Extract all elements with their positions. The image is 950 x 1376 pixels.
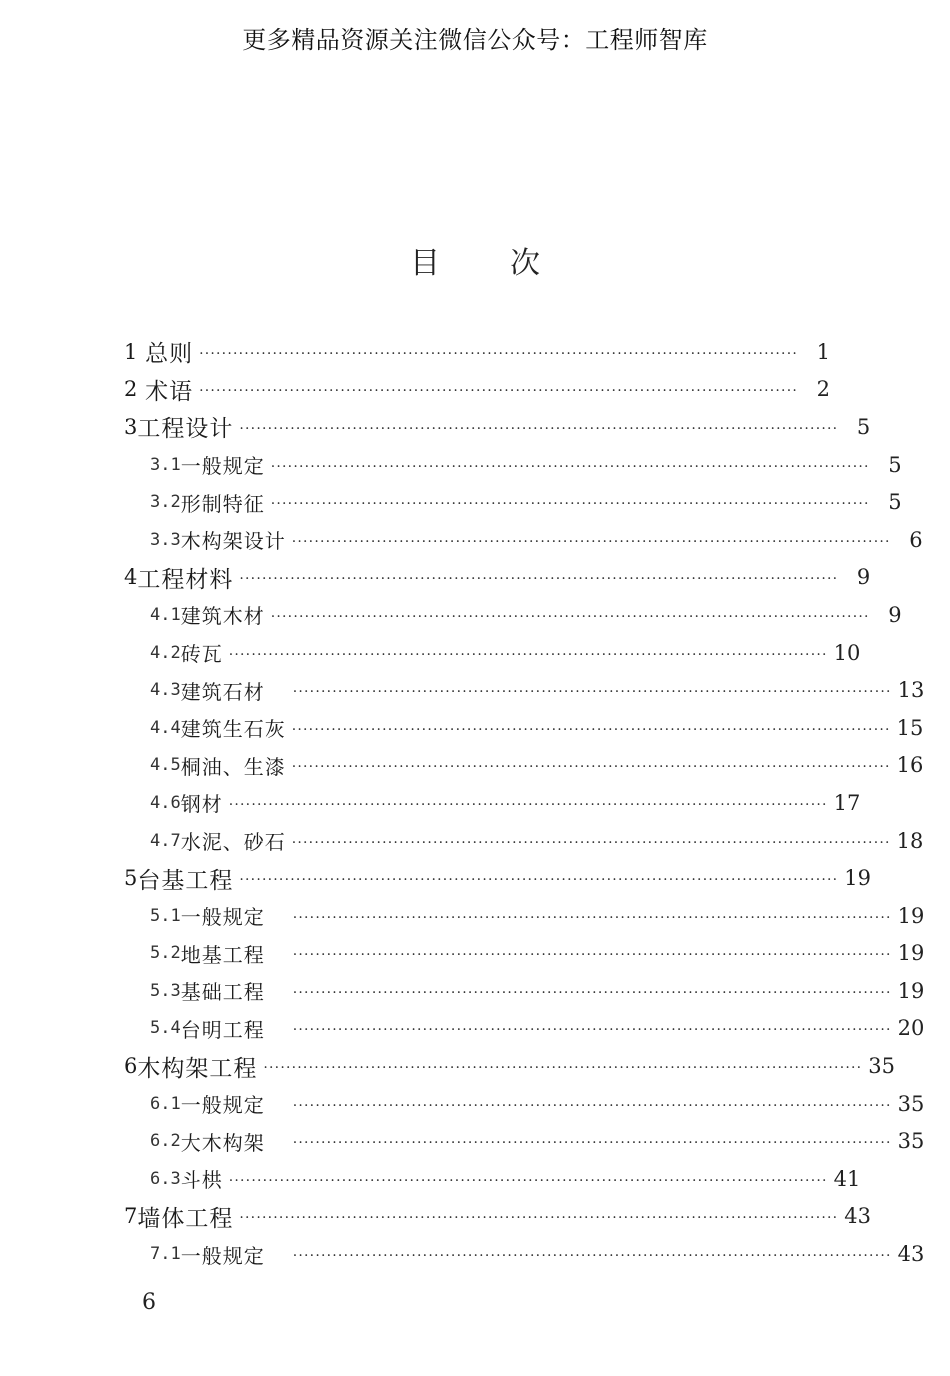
toc-section-entry[interactable] xyxy=(120,897,925,935)
toc-entry-page: 10 xyxy=(833,640,861,665)
toc-entry-page: 6 xyxy=(909,527,923,552)
toc-entry-number: 4.6 xyxy=(150,792,181,813)
toc-section-entry[interactable] xyxy=(120,671,925,709)
toc-chapter-entry[interactable] xyxy=(120,859,872,897)
toc-dot-leader: ·········································································································· xyxy=(292,1097,892,1114)
toc-entry-number: 4.7 xyxy=(150,830,181,851)
toc-dot-leader: ·········································································································· xyxy=(239,420,839,437)
toc-dot-leader: ·········································································································· xyxy=(292,684,892,701)
toc-entry-page: 18 xyxy=(896,828,924,853)
toc-dot-leader: ·········································································································· xyxy=(291,759,891,776)
toc-entry-title: 一般规定 xyxy=(180,1093,265,1118)
toc-entry-number: 1 xyxy=(124,339,138,364)
toc-entry-title: 建筑石材 xyxy=(180,679,265,704)
toc-dot-leader: ·········································································································· xyxy=(239,872,839,889)
toc-entry-title: 总则 xyxy=(145,341,194,368)
toc-section-entry[interactable] xyxy=(120,634,861,672)
toc-entry-number: 5 xyxy=(124,866,138,891)
toc-dot-leader: ·········································································································· xyxy=(228,646,828,663)
toc-entry-page: 43 xyxy=(897,1242,925,1267)
toc-entry-page: 9 xyxy=(856,565,871,590)
toc-entry-number: 5.4 xyxy=(150,1018,181,1039)
toc-entry-title: 钢材 xyxy=(180,792,223,817)
toc-dot-leader: ·········································································································· xyxy=(199,383,798,400)
toc-entry-page: 5 xyxy=(856,414,871,439)
page-header: 更多精品资源关注微信公众号：工程师智库 xyxy=(242,26,708,54)
toc-entry-page: 19 xyxy=(897,941,925,966)
toc-entry-page: 35 xyxy=(897,1091,925,1116)
toc-dot-leader: ·········································································································· xyxy=(239,1210,839,1227)
toc-entry-title: 大木构架 xyxy=(180,1130,265,1155)
toc-chapter-entry[interactable] xyxy=(120,1198,872,1236)
toc-entry-number: 6.3 xyxy=(150,1168,181,1189)
toc-chapter-entry[interactable] xyxy=(120,1047,896,1085)
toc-entry-title: 一般规定 xyxy=(180,905,265,930)
toc-entry-page: 35 xyxy=(897,1129,925,1154)
toc-entry-title: 墙体工程 xyxy=(137,1205,234,1232)
toc-dot-leader: ·········································································································· xyxy=(270,608,870,625)
page-title: 目次 xyxy=(410,246,610,281)
toc-section-entry[interactable] xyxy=(120,1010,925,1048)
toc-entry-number: 6.2 xyxy=(150,1131,181,1152)
toc-dot-leader: ·········································································································· xyxy=(263,1060,863,1077)
toc-section-entry[interactable] xyxy=(120,972,925,1010)
toc-dot-leader: ·········································································································· xyxy=(239,571,839,588)
toc-entry-page: 1 xyxy=(816,339,830,364)
toc-section-entry[interactable] xyxy=(120,446,902,484)
toc-section-entry[interactable] xyxy=(120,1122,925,1160)
toc-entry-title: 台明工程 xyxy=(180,1017,265,1042)
toc-entry-number: 6.1 xyxy=(150,1093,181,1114)
toc-entry-number: 4.5 xyxy=(150,755,181,776)
toc-dot-leader: ·········································································································· xyxy=(292,1248,892,1265)
toc-chapter-entry[interactable] xyxy=(120,371,830,409)
table-of-contents xyxy=(120,333,925,1273)
toc-dot-leader: ·········································································································· xyxy=(199,345,798,362)
toc-entry-number: 4.1 xyxy=(150,604,181,625)
toc-entry-title: 水泥、砂石 xyxy=(180,830,286,855)
toc-entry-title: 工程设计 xyxy=(137,416,234,443)
toc-section-entry[interactable] xyxy=(120,596,902,634)
toc-dot-leader: ·········································································································· xyxy=(291,834,891,851)
toc-entry-page: 17 xyxy=(833,790,861,815)
toc-entry-title: 砖瓦 xyxy=(180,642,223,667)
toc-entry-page: 5 xyxy=(888,452,902,477)
toc-entry-number: 4.4 xyxy=(150,717,181,738)
toc-entry-number: 5.2 xyxy=(150,943,181,964)
toc-dot-leader: ·········································································································· xyxy=(228,796,828,813)
toc-section-entry[interactable] xyxy=(120,935,925,973)
toc-entry-title: 地基工程 xyxy=(180,942,265,967)
toc-entry-number: 4.2 xyxy=(150,642,181,663)
toc-entry-title: 一般规定 xyxy=(180,1243,265,1268)
toc-entry-title: 桐油、生漆 xyxy=(180,754,286,779)
toc-chapter-entry[interactable] xyxy=(120,559,871,597)
toc-entry-number: 6 xyxy=(124,1054,138,1079)
toc-dot-leader: ·········································································································· xyxy=(292,909,892,926)
toc-entry-page: 5 xyxy=(888,490,902,515)
toc-entry-page: 2 xyxy=(816,377,830,402)
toc-dot-leader: ·········································································································· xyxy=(292,1022,892,1039)
toc-entry-page: 35 xyxy=(868,1054,896,1079)
toc-entry-number: 3.3 xyxy=(150,529,181,550)
toc-dot-leader: ·········································································································· xyxy=(270,458,870,475)
toc-entry-title: 建筑生石灰 xyxy=(180,717,286,742)
toc-entry-page: 20 xyxy=(897,1016,925,1041)
toc-entry-number: 3 xyxy=(124,414,138,439)
toc-entry-number: 7.1 xyxy=(150,1244,181,1265)
toc-dot-leader: ·········································································································· xyxy=(292,984,892,1001)
toc-entry-title: 木构架设计 xyxy=(180,529,286,554)
toc-section-entry[interactable] xyxy=(120,521,923,559)
toc-entry-page: 41 xyxy=(833,1166,861,1191)
toc-section-entry[interactable] xyxy=(120,483,902,521)
toc-entry-number: 4 xyxy=(124,565,138,590)
toc-section-entry[interactable] xyxy=(120,1085,925,1123)
toc-entry-page: 15 xyxy=(896,715,924,740)
toc-entry-title: 一般规定 xyxy=(180,454,265,479)
toc-dot-leader: ·········································································································· xyxy=(291,533,891,550)
toc-entry-number: 2 xyxy=(124,377,138,402)
toc-entry-title: 形制特征 xyxy=(180,491,265,516)
toc-dot-leader: ·········································································································· xyxy=(291,721,891,738)
page-number: 6 xyxy=(142,1290,156,1315)
toc-chapter-entry[interactable] xyxy=(120,408,871,446)
toc-entry-page: 19 xyxy=(844,866,872,891)
toc-dot-leader: ·········································································································· xyxy=(228,1172,828,1189)
toc-dot-leader: ·········································································································· xyxy=(292,947,892,964)
toc-entry-title: 木构架工程 xyxy=(137,1055,258,1082)
toc-section-entry[interactable] xyxy=(120,784,861,822)
toc-entry-number: 5.1 xyxy=(150,905,181,926)
toc-section-entry[interactable] xyxy=(120,747,924,785)
toc-entry-page: 16 xyxy=(896,753,924,778)
toc-entry-title: 术语 xyxy=(145,378,194,405)
toc-entry-page: 19 xyxy=(897,903,925,928)
toc-entry-number: 7 xyxy=(124,1204,138,1229)
toc-entry-number: 4.3 xyxy=(150,680,181,701)
toc-dot-leader: ·········································································································· xyxy=(270,496,870,513)
toc-chapter-entry[interactable] xyxy=(120,333,830,371)
toc-section-entry[interactable] xyxy=(120,709,924,747)
toc-section-entry[interactable] xyxy=(120,822,924,860)
toc-entry-page: 43 xyxy=(844,1204,872,1229)
toc-entry-page: 13 xyxy=(897,678,925,703)
toc-entry-number: 5.3 xyxy=(150,980,181,1001)
toc-section-entry[interactable] xyxy=(120,1160,861,1198)
toc-entry-title: 建筑木材 xyxy=(180,604,265,629)
toc-dot-leader: ·········································································································· xyxy=(292,1135,892,1152)
toc-entry-title: 斗栱 xyxy=(180,1168,223,1193)
toc-entry-number: 3.1 xyxy=(150,454,181,475)
toc-entry-page: 9 xyxy=(888,602,902,627)
toc-entry-title: 台基工程 xyxy=(137,867,234,894)
toc-entry-title: 工程材料 xyxy=(137,566,234,593)
toc-entry-title: 基础工程 xyxy=(180,980,265,1005)
toc-entry-number: 3.2 xyxy=(150,492,181,513)
toc-section-entry[interactable] xyxy=(120,1235,925,1273)
toc-entry-page: 19 xyxy=(897,978,925,1003)
